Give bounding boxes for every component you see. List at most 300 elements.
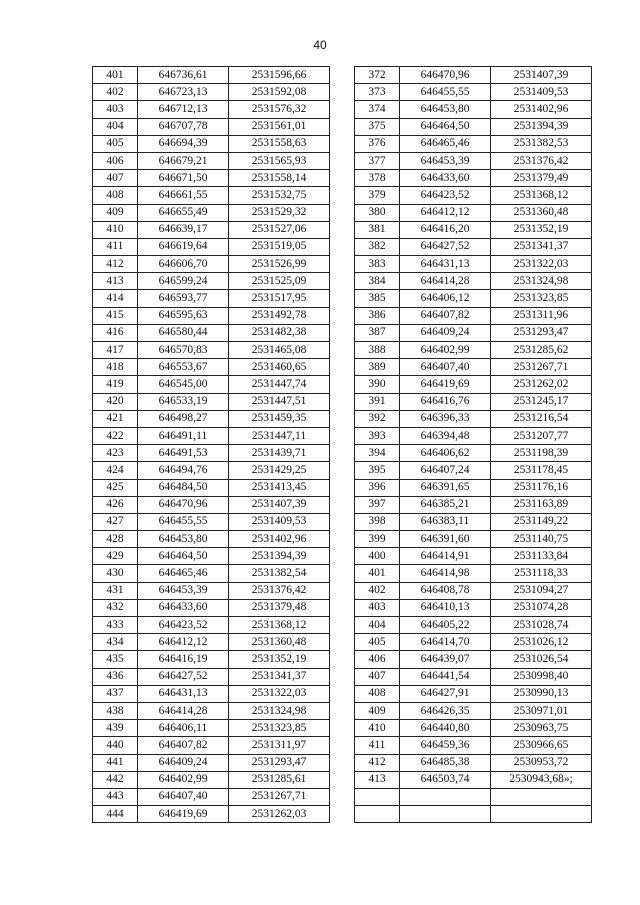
table-row bbox=[355, 393, 592, 410]
x-coordinate-cell: 646707,78 bbox=[138, 118, 229, 135]
y-coordinate-cell: 2531526,99 bbox=[229, 256, 330, 273]
x-coordinate-cell: 646407,40 bbox=[400, 359, 491, 376]
point-number-cell: 403 bbox=[355, 599, 400, 616]
y-coordinate-cell: 2531382,54 bbox=[229, 565, 330, 582]
x-coordinate-cell bbox=[400, 788, 491, 805]
point-number-cell: 423 bbox=[93, 445, 138, 462]
x-coordinate-cell: 646736,61 bbox=[138, 67, 229, 84]
x-coordinate-cell: 646394,48 bbox=[400, 427, 491, 444]
point-number-cell: 384 bbox=[355, 273, 400, 290]
table-row bbox=[93, 513, 330, 530]
table-row bbox=[355, 513, 592, 530]
table-row bbox=[355, 84, 592, 101]
point-number-cell: 441 bbox=[93, 754, 138, 771]
point-number-cell: 401 bbox=[355, 565, 400, 582]
x-coordinate-cell: 646407,40 bbox=[138, 788, 229, 805]
x-coordinate-cell: 646661,55 bbox=[138, 187, 229, 204]
y-coordinate-cell: 2531460,65 bbox=[229, 359, 330, 376]
table-row bbox=[355, 427, 592, 444]
y-coordinate-cell: 2531517,95 bbox=[229, 290, 330, 307]
point-number-cell: 373 bbox=[355, 84, 400, 101]
y-coordinate-cell: 2531178,45 bbox=[491, 462, 592, 479]
point-number-cell: 406 bbox=[355, 651, 400, 668]
table-row bbox=[93, 668, 330, 685]
y-coordinate-cell: 2531529,32 bbox=[229, 204, 330, 221]
point-number-cell: 375 bbox=[355, 118, 400, 135]
point-number-cell: 432 bbox=[93, 599, 138, 616]
x-coordinate-cell: 646431,13 bbox=[400, 256, 491, 273]
point-number-cell: 413 bbox=[355, 771, 400, 788]
y-coordinate-cell: 2531216,54 bbox=[491, 410, 592, 427]
point-number-cell: 430 bbox=[93, 565, 138, 582]
x-coordinate-cell: 646427,52 bbox=[400, 238, 491, 255]
x-coordinate-cell: 646391,65 bbox=[400, 479, 491, 496]
y-coordinate-cell: 2531561,01 bbox=[229, 118, 330, 135]
x-coordinate-cell: 646694,39 bbox=[138, 135, 229, 152]
y-coordinate-cell: 2531447,74 bbox=[229, 376, 330, 393]
y-coordinate-cell: 2531576,32 bbox=[229, 101, 330, 118]
y-coordinate-cell: 2531558,63 bbox=[229, 135, 330, 152]
x-coordinate-cell: 646533,19 bbox=[138, 393, 229, 410]
x-coordinate-cell: 646553,67 bbox=[138, 359, 229, 376]
y-coordinate-cell: 2531028,74 bbox=[491, 617, 592, 634]
table-row bbox=[93, 170, 330, 187]
table-row bbox=[93, 324, 330, 341]
x-coordinate-cell: 646423,52 bbox=[138, 617, 229, 634]
table-row bbox=[93, 152, 330, 169]
point-number-cell: 425 bbox=[93, 479, 138, 496]
y-coordinate-cell: 2531352,19 bbox=[491, 221, 592, 238]
table-row bbox=[93, 204, 330, 221]
y-coordinate-cell: 2531352,19 bbox=[229, 651, 330, 668]
y-coordinate-cell: 2531360,48 bbox=[491, 204, 592, 221]
y-coordinate-cell: 2531368,12 bbox=[229, 617, 330, 634]
y-coordinate-cell: 2531140,75 bbox=[491, 531, 592, 548]
y-coordinate-cell: 2530971,01 bbox=[491, 702, 592, 719]
x-coordinate-cell: 646406,11 bbox=[138, 720, 229, 737]
x-coordinate-cell: 646470,96 bbox=[138, 496, 229, 513]
table-row bbox=[93, 256, 330, 273]
point-number-cell: 405 bbox=[93, 135, 138, 152]
table-row bbox=[355, 788, 592, 805]
point-number-cell: 444 bbox=[93, 806, 138, 823]
table-row bbox=[93, 617, 330, 634]
point-number-cell: 416 bbox=[93, 324, 138, 341]
table-row bbox=[93, 685, 330, 702]
table-row bbox=[355, 582, 592, 599]
table-row bbox=[93, 135, 330, 152]
table-row bbox=[93, 445, 330, 462]
x-coordinate-cell: 646464,50 bbox=[138, 548, 229, 565]
table-row bbox=[355, 548, 592, 565]
y-coordinate-cell: 2531519,05 bbox=[229, 238, 330, 255]
point-number-cell: 399 bbox=[355, 531, 400, 548]
point-number-cell: 407 bbox=[93, 170, 138, 187]
point-number-cell bbox=[355, 788, 400, 805]
x-coordinate-cell: 646455,55 bbox=[138, 513, 229, 530]
x-coordinate-cell: 646427,52 bbox=[138, 668, 229, 685]
point-number-cell: 437 bbox=[93, 685, 138, 702]
y-coordinate-cell: 2531558,14 bbox=[229, 170, 330, 187]
y-coordinate-cell: 2531413,45 bbox=[229, 479, 330, 496]
x-coordinate-cell: 646414,70 bbox=[400, 634, 491, 651]
y-coordinate-cell: 2531311,96 bbox=[491, 307, 592, 324]
y-coordinate-cell: 2531409,53 bbox=[491, 84, 592, 101]
table-row bbox=[355, 221, 592, 238]
point-number-cell: 420 bbox=[93, 393, 138, 410]
table-row bbox=[355, 771, 592, 788]
table-row bbox=[355, 256, 592, 273]
table-row bbox=[93, 376, 330, 393]
table-row bbox=[93, 410, 330, 427]
point-number-cell: 410 bbox=[355, 720, 400, 737]
y-coordinate-cell: 2531376,42 bbox=[229, 582, 330, 599]
table-row bbox=[93, 754, 330, 771]
table-row bbox=[93, 307, 330, 324]
point-number-cell: 435 bbox=[93, 651, 138, 668]
y-coordinate-cell: 2531394,39 bbox=[491, 118, 592, 135]
table-row bbox=[355, 634, 592, 651]
table-row bbox=[355, 462, 592, 479]
y-coordinate-cell: 2531133,84 bbox=[491, 548, 592, 565]
table-row bbox=[355, 702, 592, 719]
table-row bbox=[355, 273, 592, 290]
y-coordinate-cell: 2531409,53 bbox=[229, 513, 330, 530]
point-number-cell: 405 bbox=[355, 634, 400, 651]
x-coordinate-cell: 646391,60 bbox=[400, 531, 491, 548]
y-coordinate-cell: 2530953,72 bbox=[491, 754, 592, 771]
table-row bbox=[93, 599, 330, 616]
y-coordinate-cell: 2531267,71 bbox=[491, 359, 592, 376]
table-row bbox=[355, 307, 592, 324]
y-coordinate-cell: 2531565,93 bbox=[229, 152, 330, 169]
y-coordinate-cell: 2531322,03 bbox=[229, 685, 330, 702]
point-number-cell: 438 bbox=[93, 702, 138, 719]
point-number-cell bbox=[355, 806, 400, 823]
point-number-cell: 439 bbox=[93, 720, 138, 737]
point-number-cell: 413 bbox=[93, 273, 138, 290]
x-coordinate-cell: 646405,22 bbox=[400, 617, 491, 634]
table-row bbox=[93, 238, 330, 255]
table-row bbox=[355, 101, 592, 118]
y-coordinate-cell: 2531285,61 bbox=[229, 771, 330, 788]
y-coordinate-cell: 2531262,03 bbox=[229, 806, 330, 823]
x-coordinate-cell: 646412,12 bbox=[400, 204, 491, 221]
y-coordinate-cell: 2531447,51 bbox=[229, 393, 330, 410]
point-number-cell: 383 bbox=[355, 256, 400, 273]
table-row bbox=[355, 668, 592, 685]
table-row bbox=[355, 118, 592, 135]
table-row bbox=[93, 806, 330, 823]
point-number-cell: 385 bbox=[355, 290, 400, 307]
y-coordinate-cell: 2531360,48 bbox=[229, 634, 330, 651]
y-coordinate-cell bbox=[491, 806, 592, 823]
table-row bbox=[355, 651, 592, 668]
y-coordinate-cell: 2530990,13 bbox=[491, 685, 592, 702]
y-coordinate-cell: 2531527,06 bbox=[229, 221, 330, 238]
y-coordinate-cell: 2531525,09 bbox=[229, 273, 330, 290]
table-row bbox=[93, 496, 330, 513]
point-number-cell: 403 bbox=[93, 101, 138, 118]
table-row bbox=[93, 359, 330, 376]
table-row bbox=[355, 324, 592, 341]
point-number-cell: 440 bbox=[93, 737, 138, 754]
point-number-cell: 381 bbox=[355, 221, 400, 238]
x-coordinate-cell: 646402,99 bbox=[138, 771, 229, 788]
point-number-cell: 426 bbox=[93, 496, 138, 513]
x-coordinate-cell: 646679,21 bbox=[138, 152, 229, 169]
point-number-cell: 412 bbox=[355, 754, 400, 771]
x-coordinate-cell: 646459,36 bbox=[400, 737, 491, 754]
x-coordinate-cell: 646412,12 bbox=[138, 634, 229, 651]
table-row bbox=[355, 67, 592, 84]
y-coordinate-cell: 2531379,48 bbox=[229, 599, 330, 616]
table-row bbox=[355, 565, 592, 582]
table-row bbox=[93, 427, 330, 444]
y-coordinate-cell bbox=[491, 788, 592, 805]
point-number-cell: 404 bbox=[93, 118, 138, 135]
y-coordinate-cell: 2531394,39 bbox=[229, 548, 330, 565]
table-row bbox=[355, 290, 592, 307]
y-coordinate-cell: 2531492,78 bbox=[229, 307, 330, 324]
x-coordinate-cell: 646453,80 bbox=[138, 531, 229, 548]
table-row bbox=[93, 342, 330, 359]
point-number-cell: 389 bbox=[355, 359, 400, 376]
x-coordinate-cell: 646595,63 bbox=[138, 307, 229, 324]
x-coordinate-cell: 646402,99 bbox=[400, 342, 491, 359]
x-coordinate-cell: 646606,70 bbox=[138, 256, 229, 273]
point-number-cell: 395 bbox=[355, 462, 400, 479]
x-coordinate-cell: 646639,17 bbox=[138, 221, 229, 238]
table-row bbox=[93, 118, 330, 135]
y-coordinate-cell: 2531207,77 bbox=[491, 427, 592, 444]
x-coordinate-cell: 646441,54 bbox=[400, 668, 491, 685]
x-coordinate-cell: 646503,74 bbox=[400, 771, 491, 788]
table-row bbox=[93, 531, 330, 548]
x-coordinate-cell: 646723,13 bbox=[138, 84, 229, 101]
y-coordinate-cell: 2531267,71 bbox=[229, 788, 330, 805]
y-coordinate-cell: 2531402,96 bbox=[229, 531, 330, 548]
point-number-cell: 411 bbox=[355, 737, 400, 754]
table-row bbox=[93, 479, 330, 496]
y-coordinate-cell: 2531026,54 bbox=[491, 651, 592, 668]
y-coordinate-cell: 2530963,75 bbox=[491, 720, 592, 737]
table-row bbox=[93, 582, 330, 599]
y-coordinate-cell: 2531293,47 bbox=[229, 754, 330, 771]
x-coordinate-cell: 646465,46 bbox=[400, 135, 491, 152]
table-row bbox=[355, 617, 592, 634]
x-coordinate-cell: 646655,49 bbox=[138, 204, 229, 221]
point-number-cell: 393 bbox=[355, 427, 400, 444]
x-coordinate-cell: 646599,24 bbox=[138, 273, 229, 290]
x-coordinate-cell: 646416,76 bbox=[400, 393, 491, 410]
y-coordinate-cell: 2531447,11 bbox=[229, 427, 330, 444]
y-coordinate-cell: 2531245,17 bbox=[491, 393, 592, 410]
table-row bbox=[355, 479, 592, 496]
point-number-cell: 408 bbox=[355, 685, 400, 702]
x-coordinate-cell: 646619,64 bbox=[138, 238, 229, 255]
table-row bbox=[93, 187, 330, 204]
y-coordinate-cell: 2531379,49 bbox=[491, 170, 592, 187]
point-number-cell: 379 bbox=[355, 187, 400, 204]
table-row bbox=[93, 788, 330, 805]
x-coordinate-cell: 646580,44 bbox=[138, 324, 229, 341]
x-coordinate-cell: 646453,39 bbox=[400, 152, 491, 169]
x-coordinate-cell: 646453,39 bbox=[138, 582, 229, 599]
table-row bbox=[93, 84, 330, 101]
y-coordinate-cell: 2531402,96 bbox=[491, 101, 592, 118]
table-row bbox=[355, 685, 592, 702]
point-number-cell: 396 bbox=[355, 479, 400, 496]
y-coordinate-cell: 2531324,98 bbox=[229, 702, 330, 719]
y-coordinate-cell: 2531376,42 bbox=[491, 152, 592, 169]
table-row bbox=[355, 376, 592, 393]
table-row bbox=[93, 462, 330, 479]
point-number-cell: 422 bbox=[93, 427, 138, 444]
y-coordinate-cell: 2531074,28 bbox=[491, 599, 592, 616]
table-row bbox=[93, 273, 330, 290]
table-row bbox=[93, 737, 330, 754]
point-number-cell: 415 bbox=[93, 307, 138, 324]
x-coordinate-cell bbox=[400, 806, 491, 823]
y-coordinate-cell: 2530943,68»; bbox=[491, 771, 592, 788]
x-coordinate-cell: 646410,13 bbox=[400, 599, 491, 616]
table-row bbox=[93, 634, 330, 651]
table-row bbox=[355, 342, 592, 359]
x-coordinate-cell: 646498,27 bbox=[138, 410, 229, 427]
x-coordinate-cell: 646414,28 bbox=[400, 273, 491, 290]
y-coordinate-cell: 2530966,65 bbox=[491, 737, 592, 754]
point-number-cell: 417 bbox=[93, 342, 138, 359]
table-row bbox=[93, 702, 330, 719]
point-number-cell: 436 bbox=[93, 668, 138, 685]
point-number-cell: 378 bbox=[355, 170, 400, 187]
point-number-cell: 409 bbox=[93, 204, 138, 221]
point-number-cell: 390 bbox=[355, 376, 400, 393]
x-coordinate-cell: 646491,11 bbox=[138, 427, 229, 444]
y-coordinate-cell: 2531149,22 bbox=[491, 513, 592, 530]
point-number-cell: 409 bbox=[355, 702, 400, 719]
y-coordinate-cell: 2531368,12 bbox=[491, 187, 592, 204]
y-coordinate-cell: 2531341,37 bbox=[229, 668, 330, 685]
x-coordinate-cell: 646593,77 bbox=[138, 290, 229, 307]
point-number-cell: 433 bbox=[93, 617, 138, 634]
x-coordinate-cell: 646407,24 bbox=[400, 462, 491, 479]
x-coordinate-cell: 646470,96 bbox=[400, 67, 491, 84]
x-coordinate-cell: 646427,91 bbox=[400, 685, 491, 702]
x-coordinate-cell: 646407,82 bbox=[138, 737, 229, 754]
point-number-cell: 380 bbox=[355, 204, 400, 221]
x-coordinate-cell: 646414,28 bbox=[138, 702, 229, 719]
y-coordinate-cell: 2531324,98 bbox=[491, 273, 592, 290]
x-coordinate-cell: 646491,53 bbox=[138, 445, 229, 462]
x-coordinate-cell: 646383,11 bbox=[400, 513, 491, 530]
y-coordinate-cell: 2531094,27 bbox=[491, 582, 592, 599]
x-coordinate-cell: 646485,38 bbox=[400, 754, 491, 771]
x-coordinate-cell: 646426,35 bbox=[400, 702, 491, 719]
y-coordinate-cell: 2531118,33 bbox=[491, 565, 592, 582]
x-coordinate-cell: 646409,24 bbox=[400, 324, 491, 341]
y-coordinate-cell: 2531285,62 bbox=[491, 342, 592, 359]
x-coordinate-cell: 646414,98 bbox=[400, 565, 491, 582]
table-row bbox=[355, 204, 592, 221]
point-number-cell: 407 bbox=[355, 668, 400, 685]
table-row bbox=[355, 410, 592, 427]
y-coordinate-cell: 2531293,47 bbox=[491, 324, 592, 341]
table-row bbox=[93, 651, 330, 668]
table-row bbox=[93, 565, 330, 582]
point-number-cell: 394 bbox=[355, 445, 400, 462]
table-row bbox=[355, 445, 592, 462]
table-row bbox=[355, 720, 592, 737]
y-coordinate-cell: 2531323,85 bbox=[229, 720, 330, 737]
table-row bbox=[93, 290, 330, 307]
y-coordinate-cell: 2531163,89 bbox=[491, 496, 592, 513]
y-coordinate-cell: 2531592,08 bbox=[229, 84, 330, 101]
point-number-cell: 402 bbox=[355, 582, 400, 599]
x-coordinate-cell: 646409,24 bbox=[138, 754, 229, 771]
point-number-cell: 404 bbox=[355, 617, 400, 634]
y-coordinate-cell: 2530998,40 bbox=[491, 668, 592, 685]
table-row bbox=[93, 221, 330, 238]
coordinates-table-right bbox=[354, 66, 592, 823]
point-number-cell: 412 bbox=[93, 256, 138, 273]
x-coordinate-cell: 646416,20 bbox=[400, 221, 491, 238]
table-row bbox=[355, 187, 592, 204]
table-row bbox=[93, 393, 330, 410]
point-number-cell: 421 bbox=[93, 410, 138, 427]
point-number-cell: 387 bbox=[355, 324, 400, 341]
y-coordinate-cell: 2531532,75 bbox=[229, 187, 330, 204]
point-number-cell: 386 bbox=[355, 307, 400, 324]
point-number-cell: 402 bbox=[93, 84, 138, 101]
point-number-cell: 372 bbox=[355, 67, 400, 84]
x-coordinate-cell: 646419,69 bbox=[138, 806, 229, 823]
y-coordinate-cell: 2531341,37 bbox=[491, 238, 592, 255]
table-row bbox=[355, 170, 592, 187]
x-coordinate-cell: 646431,13 bbox=[138, 685, 229, 702]
point-number-cell: 442 bbox=[93, 771, 138, 788]
y-coordinate-cell: 2531429,25 bbox=[229, 462, 330, 479]
point-number-cell: 414 bbox=[93, 290, 138, 307]
y-coordinate-cell: 2531262,02 bbox=[491, 376, 592, 393]
point-number-cell: 419 bbox=[93, 376, 138, 393]
y-coordinate-cell: 2531465,08 bbox=[229, 342, 330, 359]
point-number-cell: 382 bbox=[355, 238, 400, 255]
y-coordinate-cell: 2531596,66 bbox=[229, 67, 330, 84]
x-coordinate-cell: 646570,83 bbox=[138, 342, 229, 359]
point-number-cell: 443 bbox=[93, 788, 138, 805]
point-number-cell: 408 bbox=[93, 187, 138, 204]
y-coordinate-cell: 2531198,39 bbox=[491, 445, 592, 462]
point-number-cell: 397 bbox=[355, 496, 400, 513]
point-number-cell: 424 bbox=[93, 462, 138, 479]
coordinates-table-left bbox=[92, 66, 330, 823]
x-coordinate-cell: 646416,19 bbox=[138, 651, 229, 668]
x-coordinate-cell: 646396,33 bbox=[400, 410, 491, 427]
point-number-cell: 428 bbox=[93, 531, 138, 548]
y-coordinate-cell: 2531323,85 bbox=[491, 290, 592, 307]
table-row bbox=[355, 599, 592, 616]
x-coordinate-cell: 646712,13 bbox=[138, 101, 229, 118]
point-number-cell: 376 bbox=[355, 135, 400, 152]
y-coordinate-cell: 2531459,35 bbox=[229, 410, 330, 427]
x-coordinate-cell: 646440,80 bbox=[400, 720, 491, 737]
table-row bbox=[355, 359, 592, 376]
x-coordinate-cell: 646464,50 bbox=[400, 118, 491, 135]
table-row bbox=[355, 531, 592, 548]
x-coordinate-cell: 646455,55 bbox=[400, 84, 491, 101]
